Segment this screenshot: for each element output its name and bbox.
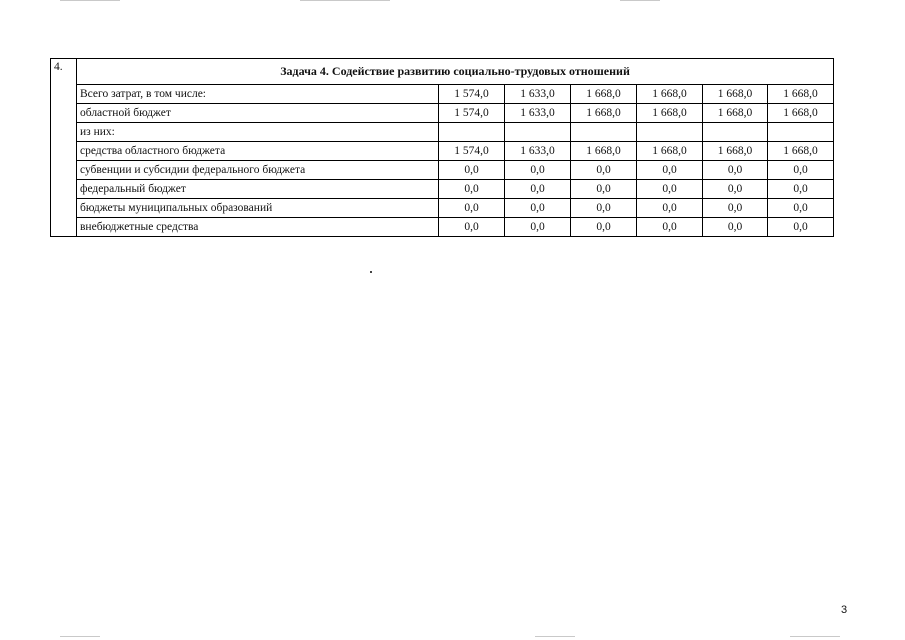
value-cell bbox=[439, 123, 505, 142]
value-cell: 1 668,0 bbox=[768, 85, 834, 104]
value-cell: 1 574,0 bbox=[439, 85, 505, 104]
value-cell: 1 668,0 bbox=[637, 104, 703, 123]
table-row-federal-budget bbox=[51, 180, 834, 199]
value-cell: 0,0 bbox=[571, 161, 637, 180]
value-cell: 1 668,0 bbox=[703, 104, 768, 123]
item-number: 4. bbox=[51, 59, 77, 237]
value-cell: 0,0 bbox=[637, 161, 703, 180]
scan-speck bbox=[370, 271, 372, 273]
scan-edge-mark bbox=[60, 0, 120, 1]
row-label: средства областного бюджета bbox=[77, 142, 439, 161]
value-cell: 0,0 bbox=[768, 161, 834, 180]
value-cell: 1 668,0 bbox=[571, 142, 637, 161]
value-cell: 1 633,0 bbox=[505, 142, 571, 161]
value-cell: 1 668,0 bbox=[768, 142, 834, 161]
value-cell: 0,0 bbox=[703, 161, 768, 180]
value-cell: 1 574,0 bbox=[439, 104, 505, 123]
value-cell: 1 668,0 bbox=[571, 104, 637, 123]
value-cell bbox=[571, 123, 637, 142]
value-cell: 1 668,0 bbox=[703, 142, 768, 161]
value-cell: 0,0 bbox=[571, 180, 637, 199]
task-title: Задача 4. Содействие развитию социально-трудовых отношений bbox=[77, 59, 834, 85]
value-cell: 0,0 bbox=[768, 180, 834, 199]
table-row-extrabudgetary bbox=[51, 218, 834, 237]
value-cell: 0,0 bbox=[571, 218, 637, 237]
row-label: Всего затрат, в том числе: bbox=[77, 85, 439, 104]
row-label: областной бюджет bbox=[77, 104, 439, 123]
value-cell bbox=[505, 123, 571, 142]
scan-edge-mark bbox=[535, 636, 575, 637]
scan-edge-mark bbox=[60, 636, 100, 637]
value-cell: 1 668,0 bbox=[768, 104, 834, 123]
row-label: внебюджетные средства bbox=[77, 218, 439, 237]
value-cell: 0,0 bbox=[637, 199, 703, 218]
value-cell: 0,0 bbox=[637, 180, 703, 199]
value-cell: 0,0 bbox=[439, 218, 505, 237]
value-cell: 1 574,0 bbox=[439, 142, 505, 161]
value-cell: 0,0 bbox=[768, 218, 834, 237]
row-label: бюджеты муниципальных образований bbox=[77, 199, 439, 218]
value-cell: 0,0 bbox=[637, 218, 703, 237]
scan-edge-mark bbox=[790, 636, 840, 637]
value-cell: 0,0 bbox=[703, 180, 768, 199]
task-header-row bbox=[51, 59, 834, 85]
value-cell: 0,0 bbox=[439, 161, 505, 180]
value-cell: 1 668,0 bbox=[637, 85, 703, 104]
value-cell: 0,0 bbox=[505, 161, 571, 180]
value-cell bbox=[637, 123, 703, 142]
table-row-total bbox=[51, 85, 834, 104]
value-cell: 0,0 bbox=[505, 199, 571, 218]
value-cell bbox=[703, 123, 768, 142]
value-cell: 1 633,0 bbox=[505, 104, 571, 123]
scan-edge-mark bbox=[300, 0, 390, 1]
row-label: из них: bbox=[77, 123, 439, 142]
table-row-of-which bbox=[51, 123, 834, 142]
value-cell: 0,0 bbox=[505, 180, 571, 199]
table-row-municipal-budgets bbox=[51, 199, 834, 218]
value-cell: 1 668,0 bbox=[571, 85, 637, 104]
value-cell: 0,0 bbox=[439, 180, 505, 199]
value-cell bbox=[768, 123, 834, 142]
value-cell: 0,0 bbox=[571, 199, 637, 218]
budget-table bbox=[50, 58, 834, 237]
value-cell: 1 668,0 bbox=[703, 85, 768, 104]
table-row-federal-subsidies bbox=[51, 161, 834, 180]
value-cell: 0,0 bbox=[505, 218, 571, 237]
row-label: федеральный бюджет bbox=[77, 180, 439, 199]
row-label: субвенции и субсидии федерального бюджета bbox=[77, 161, 439, 180]
table-row-regional-budget bbox=[51, 104, 834, 123]
table-row-regional-funds bbox=[51, 142, 834, 161]
value-cell: 0,0 bbox=[703, 199, 768, 218]
scan-edge-mark bbox=[620, 0, 660, 1]
value-cell: 0,0 bbox=[768, 199, 834, 218]
value-cell: 0,0 bbox=[703, 218, 768, 237]
value-cell: 0,0 bbox=[439, 199, 505, 218]
page-number: 3 bbox=[841, 604, 848, 616]
value-cell: 1 668,0 bbox=[637, 142, 703, 161]
value-cell: 1 633,0 bbox=[505, 85, 571, 104]
